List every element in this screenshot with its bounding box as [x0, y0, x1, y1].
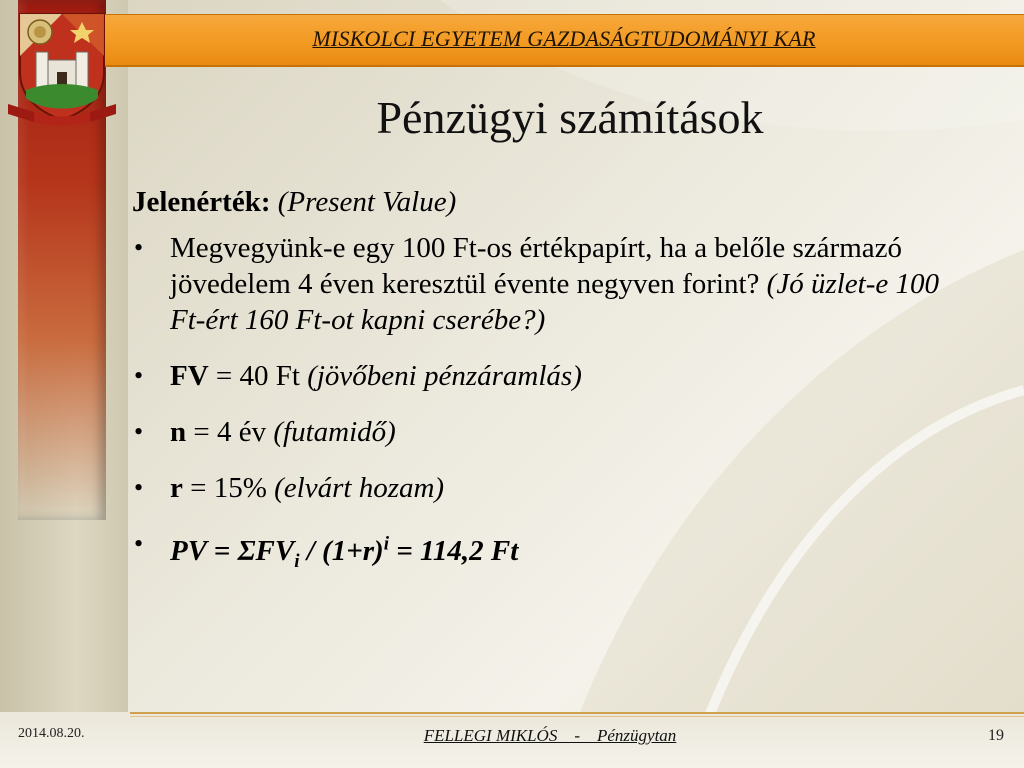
formula-fv: FV	[255, 534, 295, 567]
institution-name: MISKOLCI EGYETEM GAZDASÁGTUDOMÁNYI KAR	[312, 26, 816, 51]
pv-formula	[170, 533, 519, 572]
footer-rule	[130, 712, 1024, 714]
bullet-term: n	[170, 416, 187, 448]
university-crest-logo	[6, 8, 118, 126]
bullet-term: r	[170, 472, 183, 504]
bullet-text: = 4 év	[193, 416, 267, 448]
page-number: 19	[988, 727, 1004, 744]
bullet-list	[132, 230, 962, 579]
slide-title: Pénzügyi számítások	[376, 92, 764, 143]
bullet-icon: •	[134, 529, 144, 558]
bullet-text: = 40 Ft	[215, 360, 300, 392]
formula-lhs: PV =	[170, 534, 231, 567]
sigma-symbol: Σ	[237, 534, 256, 567]
list-item	[132, 414, 962, 450]
footer-author-course: FELLEGI MIKLÓS - Pénzügytan	[423, 726, 677, 745]
list-item	[132, 470, 962, 506]
heading-bold: Jelenérték:	[132, 186, 271, 218]
bullet-text: = 15%	[190, 472, 267, 504]
footer-date: 2014.08.20.	[18, 726, 85, 741]
bullet-italic: (elvárt hozam)	[274, 472, 445, 504]
bullet-term: FV	[170, 360, 209, 392]
heading-italic: (Present Value)	[277, 186, 457, 218]
bullet-icon: •	[134, 473, 144, 502]
bullet-italic: (Jó üzlet-e 100 Ft-ért 160 Ft-ot kapni cserébe?)	[170, 268, 940, 336]
formula-subscript: i	[294, 550, 300, 572]
formula-result: = 114,2 Ft	[396, 534, 519, 567]
formula-mid: / (1+r)	[306, 534, 384, 567]
bullet-icon: •	[134, 417, 144, 446]
section-heading	[132, 184, 962, 220]
list-item	[132, 230, 962, 338]
formula-superscript: i	[383, 533, 389, 554]
footer-rule-thin	[130, 716, 1024, 717]
bullet-text: Megvegyünk-e egy 100 Ft-os értékpapírt, ha a belőle származó jövedelem 4 éven keresztül évente negyven forint?	[170, 232, 902, 300]
list-item	[132, 358, 962, 394]
bullet-icon: •	[134, 233, 144, 262]
formula-item	[132, 526, 962, 579]
bullet-italic: (jövőbeni pénzáramlás)	[307, 360, 582, 392]
slide-content	[132, 184, 962, 599]
bullet-icon: •	[134, 361, 144, 390]
bullet-italic: (futamidő)	[273, 416, 396, 448]
